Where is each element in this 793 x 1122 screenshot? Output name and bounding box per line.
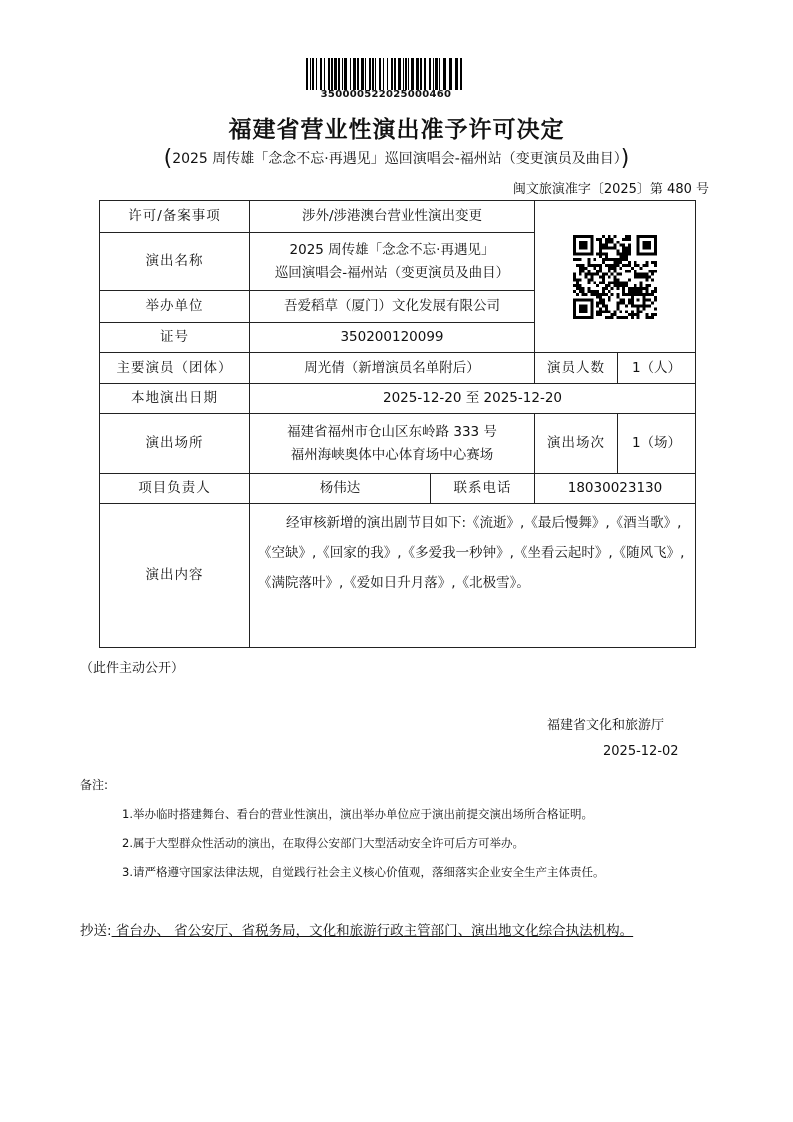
public-note: （此件主动公开）	[80, 661, 185, 676]
organizer-value: 吾爱稻草（厦门）文化发展有限公司	[250, 291, 535, 323]
performer-count-value: 1（人）	[618, 353, 696, 384]
show-name-label: 演出名称	[100, 233, 250, 291]
show-name-value	[250, 233, 535, 291]
cc-section	[80, 917, 715, 945]
dates-label: 本地演出日期	[100, 384, 250, 414]
subtitle-close-paren: )	[620, 146, 630, 171]
remark-item: 3.请严格遵守国家法律法规，自觉践行社会主义核心价值观，落细落实企业安全生产主体责任。	[122, 865, 605, 879]
venue-line1: 福建省福州市仓山区东岭路 333 号	[287, 423, 497, 440]
performers-value: 周光倩（新增演员名单附后）	[250, 353, 535, 384]
cc-recipients: 省台办、 省公安厅、省税务局，文化和旅游行政主管部门、演出地文化综合执法机构。	[111, 923, 634, 939]
permit-type-value: 涉外/涉港澳台营业性演出变更	[250, 201, 535, 233]
subtitle-open-paren: (	[163, 146, 173, 171]
phone-value: 18030023130	[535, 474, 696, 504]
issue-date: 2025-12-02	[603, 744, 679, 759]
subtitle-text: 2025 周传雄「念念不忘·再遇见」巡回演唱会-福州站（变更演员及曲目）	[172, 151, 621, 167]
document-title: 福建省营业性演出准予许可决定	[228, 117, 565, 143]
venue-label: 演出场所	[100, 414, 250, 474]
permit-table	[99, 200, 696, 648]
license-value: 350200120099	[250, 323, 535, 353]
document-number: 闽文旅演准字〔2025〕第 480 号	[512, 182, 709, 197]
sessions-label: 演出场次	[535, 414, 618, 474]
manager-label: 项目负责人	[100, 474, 250, 504]
performer-count-label: 演员人数	[535, 353, 618, 384]
issuer-org: 福建省文化和旅游厅	[547, 718, 665, 733]
venue-line2: 福州海峡奥体中心体育场中心赛场	[290, 446, 494, 463]
remarks-label: 备注:	[80, 778, 109, 792]
content-label: 演出内容	[100, 504, 250, 648]
dates-value: 2025-12-20 至 2025-12-20	[250, 384, 696, 414]
license-label: 证号	[100, 323, 250, 353]
qr-code	[573, 235, 657, 319]
content-value: 经审核新增的演出剧节目如下:《流逝》,《最后慢舞》,《酒当歌》,《空缺》,《回家的我》,《多爱我一秒钟》,《坐看云起时》,《随风飞》,《满院落叶》,《爱如日升月落》,《北极雪》。	[250, 504, 696, 648]
barcode	[306, 58, 466, 90]
manager-value: 杨伟达	[250, 474, 431, 504]
sessions-value: 1（场）	[618, 414, 696, 474]
remark-item: 1.举办临时搭建舞台、看台的营业性演出，演出举办单位应于演出前提交演出场所合格证明。	[122, 807, 593, 821]
qr-code-cell	[535, 201, 696, 353]
show-name-line1: 2025 周传雄「念念不忘·再遇见」	[289, 241, 495, 258]
phone-label: 联系电话	[431, 474, 535, 504]
venue-value	[250, 414, 535, 474]
cc-label: 抄送:	[80, 923, 112, 939]
remark-item: 2.属于大型群众性活动的演出，在取得公安部门大型活动安全许可后方可举办。	[122, 836, 524, 850]
organizer-label: 举办单位	[100, 291, 250, 323]
barcode-number: 350000522025000460	[320, 89, 452, 100]
performers-label: 主要演员（团体）	[100, 353, 250, 384]
show-name-line2: 巡回演唱会-福州站（变更演员及曲目）	[274, 264, 510, 281]
document-subtitle	[0, 146, 793, 171]
permit-type-label: 许可/备案事项	[100, 201, 250, 233]
